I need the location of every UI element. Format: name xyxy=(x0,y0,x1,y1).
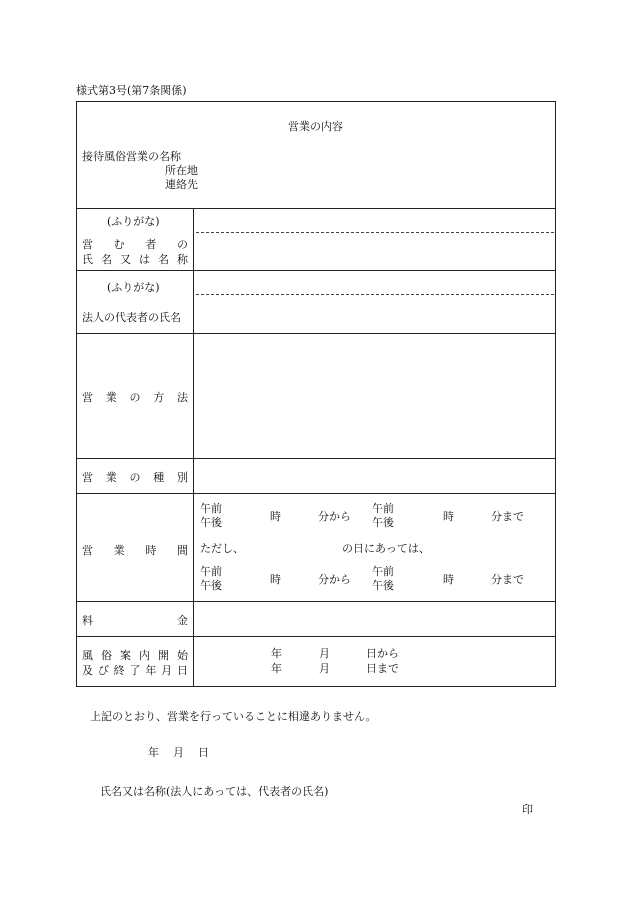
hour-label: 時 xyxy=(270,510,281,523)
start-end-label-line1: 風 俗 案 内 開 始 xyxy=(82,649,188,662)
declaration-text: 上記のとおり、営業を行っていることに相違ありません。 xyxy=(90,710,377,723)
date-day-label: 日 xyxy=(198,746,209,759)
column-divider xyxy=(193,208,194,687)
row-divider xyxy=(76,270,556,271)
until-minute-label: 分まで xyxy=(491,510,524,523)
row-divider xyxy=(76,208,556,209)
furigana-guide-line xyxy=(196,232,554,233)
business-name-label: 接待風俗営業の名称 xyxy=(82,150,181,163)
end-day-label: 日まで xyxy=(366,662,399,675)
hour-label: 時 xyxy=(443,573,454,586)
representative-furigana-label: (ふりがな) xyxy=(107,281,160,294)
start-day-label: 日から xyxy=(366,647,399,660)
operator-label-line2: 氏 名 又 は 名 称 xyxy=(82,253,188,266)
until-minute-label: 分まで xyxy=(491,573,524,586)
business-method-label: 営 業 の 方 法 xyxy=(82,391,188,404)
pm-label: 午後 xyxy=(372,516,394,529)
row-divider xyxy=(76,601,556,602)
row-divider xyxy=(76,458,556,459)
fee-label: 料 金 xyxy=(82,614,188,627)
hour-label: 時 xyxy=(443,510,454,523)
am-label: 午前 xyxy=(372,565,394,578)
seal-label: 印 xyxy=(522,803,533,816)
form-number: 様式第3号(第7条関係) xyxy=(76,84,187,97)
am-label: 午前 xyxy=(200,565,222,578)
am-label: 午前 xyxy=(200,502,222,515)
pm-label: 午後 xyxy=(200,516,222,529)
start-year-label: 年 xyxy=(271,647,282,660)
start-end-label-line2: 及 び 終 了 年 月 日 xyxy=(82,664,188,677)
pm-label: 午後 xyxy=(200,579,222,592)
location-label: 所在地 xyxy=(165,164,198,177)
pm-label: 午後 xyxy=(372,579,394,592)
furigana-guide-line xyxy=(196,294,554,295)
start-month-label: 月 xyxy=(319,647,330,660)
form-title: 営業の内容 xyxy=(288,120,343,133)
date-year-label: 年 xyxy=(148,746,159,759)
row-divider xyxy=(76,333,556,334)
from-minute-label: 分から xyxy=(318,510,351,523)
business-type-label: 営 業 の 種 別 xyxy=(82,471,188,484)
am-label: 午前 xyxy=(372,502,394,515)
however-label: ただし、 xyxy=(200,542,244,555)
end-month-label: 月 xyxy=(319,662,330,675)
operator-furigana-label: (ふりがな) xyxy=(107,215,160,228)
row-divider xyxy=(76,636,556,637)
representative-label: 法人の代表者の氏名 xyxy=(82,311,181,324)
operator-label-line1: 営 む 者 の xyxy=(82,238,188,251)
on-day-label: の日にあっては、 xyxy=(342,542,430,555)
hour-label: 時 xyxy=(270,573,281,586)
row-divider xyxy=(76,493,556,494)
date-month-label: 月 xyxy=(173,746,184,759)
contact-label: 連絡先 xyxy=(165,178,198,191)
end-year-label: 年 xyxy=(271,662,282,675)
from-minute-label: 分から xyxy=(318,573,351,586)
business-hours-label: 営 業 時 間 xyxy=(82,544,188,557)
signature-label: 氏名又は名称(法人にあっては、代表者の氏名) xyxy=(100,785,329,798)
